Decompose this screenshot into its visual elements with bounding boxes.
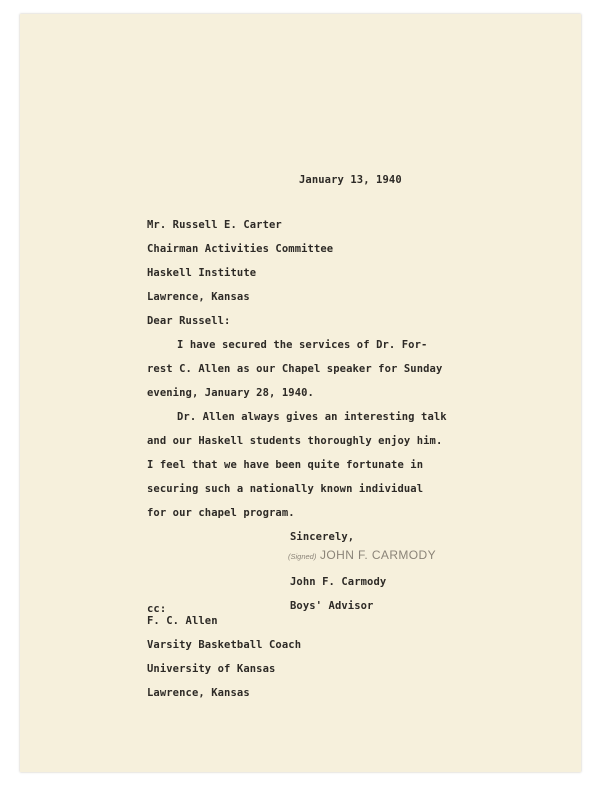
- cc-label: cc:: [147, 603, 167, 615]
- cc-line: University of Kansas: [147, 663, 276, 675]
- body-line: rest C. Allen as our Chapel speaker for Sunday: [147, 363, 443, 375]
- body-line: Dr. Allen always gives an interesting talk: [177, 411, 447, 423]
- body-line: I feel that we have been quite fortunate in: [147, 459, 424, 471]
- recipient-name: Mr. Russell E. Carter: [147, 219, 282, 231]
- signature-stamp: JOHN F. CARMODY: [320, 548, 437, 562]
- letter-date: January 13, 1940: [299, 174, 402, 186]
- cc-line: Lawrence, Kansas: [147, 687, 250, 699]
- recipient-title: Chairman Activities Committee: [147, 243, 334, 255]
- salutation: Dear Russell:: [147, 315, 231, 327]
- letter-page: [20, 14, 581, 772]
- signer-name: John F. Carmody: [290, 576, 387, 588]
- body-line: for our chapel program.: [147, 507, 295, 519]
- signed-prefix: (Signed): [288, 552, 317, 561]
- body-line: evening, January 28, 1940.: [147, 387, 314, 399]
- body-line: securing such a nationally known individual: [147, 483, 424, 495]
- recipient-organization: Haskell Institute: [147, 267, 257, 279]
- recipient-location: Lawrence, Kansas: [147, 291, 250, 303]
- signer-title: Boys' Advisor: [290, 600, 374, 612]
- cc-line: Varsity Basketball Coach: [147, 639, 302, 651]
- closing: Sincerely,: [290, 531, 355, 543]
- body-line: I have secured the services of Dr. For-: [177, 339, 428, 351]
- cc-line: F. C. Allen: [147, 615, 218, 627]
- body-line: and our Haskell students thoroughly enjoy him.: [147, 435, 443, 447]
